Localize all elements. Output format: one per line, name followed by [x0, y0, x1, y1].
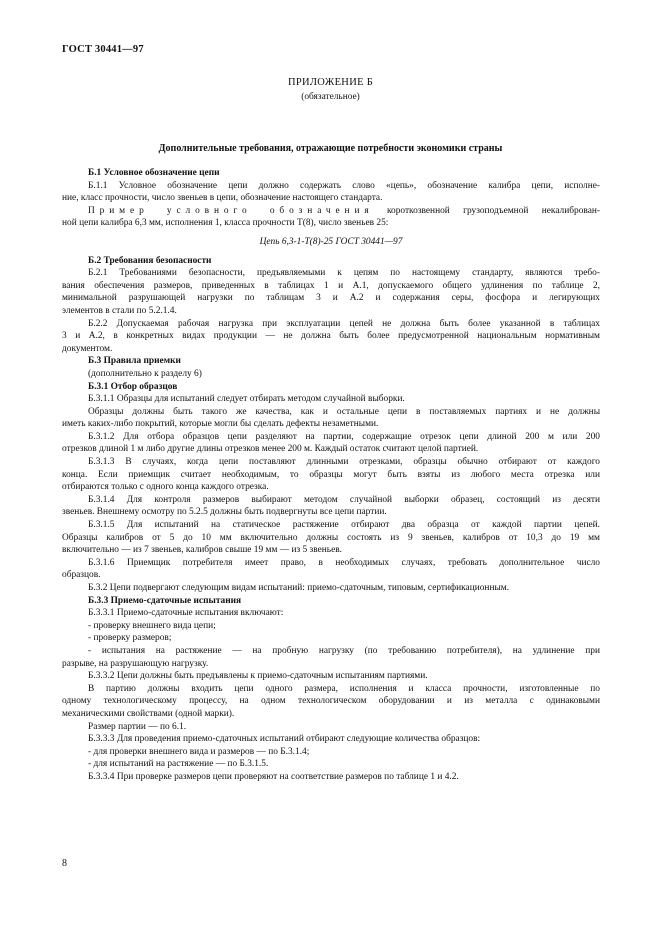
- list-item: - испытания на растяжение — на пробную нагрузку (по требованию потребителя), на удлинение при: [88, 645, 600, 656]
- text-line: Б.2.2 Допускаемая рабочая нагрузка при эксплуатации цепей не должна быть более указанной в таблицах: [88, 318, 600, 329]
- text-line: Б.1.1 Условное обозначение цепи должно содержать слово «цепь», обозначение калибра цепи, исполне-: [88, 180, 600, 191]
- text-line: Б.3.2 Цепи подвергают следующим видам испытаний: приемо-сдаточным, типовым, сертификационным.: [88, 583, 510, 593]
- page-number: 8: [62, 858, 67, 869]
- text-line: Б.3.3.3 Для проведения приемо-сдаточных испытаний отбирают следующие количества образцов:: [88, 734, 481, 745]
- text-line: Б.3.1.3 В случаях, когда цепи поставляют длинными отрезками, образцы обычно отбирают от каждого: [88, 457, 600, 468]
- list-item: - проверку размеров;: [88, 633, 172, 644]
- section-heading: Б.1 Условное обозначение цепи: [88, 168, 220, 178]
- text-line: одному технологическому процессу, на одном технологическом оборудовании и из металла с одинаковыми: [62, 696, 600, 707]
- text-line: документом.: [62, 343, 113, 354]
- appendix-title: ПРИЛОЖЕНИЕ Б: [287, 77, 374, 88]
- text-line: вания обеспечения размеров, приведенных в таблицах 1 и А.1, допускаемого общего удлинения по таблице 2,: [62, 280, 600, 291]
- section-heading: Б.3 Правила приемки: [88, 356, 181, 367]
- text-line: (дополнительно к разделу 6): [88, 368, 202, 379]
- text-line: Б.3.1.1 Образцы для испытаний следует отбирать методом случайной выборки.: [88, 394, 405, 405]
- text-line: элементов в стали по 5.2.1.4.: [62, 305, 177, 316]
- list-item: - для проверки внешнего вида и размеров — по Б.3.1.4;: [88, 746, 310, 757]
- list-item: - для испытаний на растяжение — по Б.3.1.5.: [88, 759, 269, 770]
- example-label: Пример условного обозначения: [88, 205, 374, 216]
- text-line: включительно — из 7 звеньев, калибров свыше 19 мм — из 5 звеньев.: [62, 545, 342, 556]
- text-line: механическими свойствами (одной марки).: [62, 708, 235, 719]
- section-heading: Б.2 Требования безопасности: [88, 255, 212, 266]
- text-line: иметь каких-либо покрытий, которые могли бы сделать дефекты незаметными.: [62, 419, 379, 430]
- text-line: Б.2.1 Требованиями безопасности, предъявляемыми к цепям по настоящему стандарту, являются требо-: [88, 268, 600, 279]
- text-line: Б.3.3.1 Приемо-сдаточные испытания включают:: [88, 608, 284, 619]
- text-line: Б.3.1.4 Для контроля размеров выбирают методом случайной выборки образец, состоящий из десяти: [88, 494, 600, 505]
- text-line: разрыве, на разрушающую нагрузку.: [62, 658, 209, 669]
- text-line: отрезков длиной 1 м либо другие длины отрезков менее 200 м. Каждый остаток считают целой партией.: [62, 444, 479, 455]
- text-line: Б.3.1.5 Для испытаний на статическое растяжение отбирают два образца от каждой партии цепей.: [88, 520, 600, 531]
- appendix-status: (обязательное): [301, 92, 360, 102]
- text-line: Образцы калибров от 5 до 10 мм включительно должны состоять из 9 звеньев, калибров от 10,3 до 19 мм: [62, 532, 600, 543]
- example-line: [62, 205, 600, 218]
- text-line: ние, класс прочности, число звеньев в цепи, обозначение настоящего стандарта.: [62, 193, 383, 204]
- subsection-heading: Б.3.3 Приемо-сдаточные испытания: [88, 595, 242, 606]
- list-item: - проверку внешнего вида цепи;: [88, 620, 216, 631]
- text-line: звеньев. Внешнему осмотру по 5.2.5 должны быть подвергнуты все цепи партии.: [62, 507, 387, 518]
- text-line: конца. Если приемщик считает необходимым, то образцы могут быть взяты из любого места отрезка или: [62, 469, 600, 480]
- text-line: Б.3.3.2 Цепи должны быть предъявлены к приемо-сдаточным испытаниям партиями.: [88, 671, 428, 682]
- subsection-heading: Б.3.1 Отбор образцов: [88, 381, 178, 392]
- document-code: ГОСТ 30441—97: [62, 44, 144, 55]
- text-line: Б.3.1.6 Приемщик потребителя имеет право, в необходимых случаях, требовать дополнительное число: [88, 557, 600, 568]
- designation-example: Цепь 6,3-1-Т(8)-25 ГОСТ 30441—97: [259, 236, 403, 247]
- example-text: короткозвенной грузоподъемной некалиброван-: [386, 205, 600, 216]
- text-line: Б.3.1.2 Для отбора образцов цепи разделяют на партии, содержащие отрезок цепи длиной 200 м или 200: [88, 431, 600, 442]
- text-line: Образцы должны быть такого же качества, как и остальные цепи в поставляемых партиях и не должны: [88, 406, 600, 417]
- text-line: Б.3.3.4 При проверке размеров цепи проверяют на соответствие размеров по таблице 1 и 4.2.: [88, 771, 459, 782]
- text-line: Размер партии — по 6.1.: [88, 721, 187, 732]
- text-line: образцов.: [62, 570, 101, 581]
- text-line: минимальной разрушающей нагрузки по таблицам 3 и А.2 и содержания серы, фосфора и легирующих: [62, 293, 600, 304]
- appendix-heading: Дополнительные требования, отражающие потребности экономики страны: [158, 143, 503, 154]
- text-line: В партию должны входить цепи одного размера, исполнения и класса прочности, изготовленные по: [88, 683, 600, 694]
- document-body: [62, 167, 600, 784]
- text-line: ной цепи калибра 6,3 мм, исполнения 1, класса прочности Т(8), число звеньев 25:: [62, 218, 389, 229]
- text-line: 3 и А.2, в конкретных видах продукции — не должна быть более предусмотренной национальным нормативным: [62, 331, 600, 342]
- text-line: отбираются только с одного конца каждого отрезка.: [62, 482, 269, 493]
